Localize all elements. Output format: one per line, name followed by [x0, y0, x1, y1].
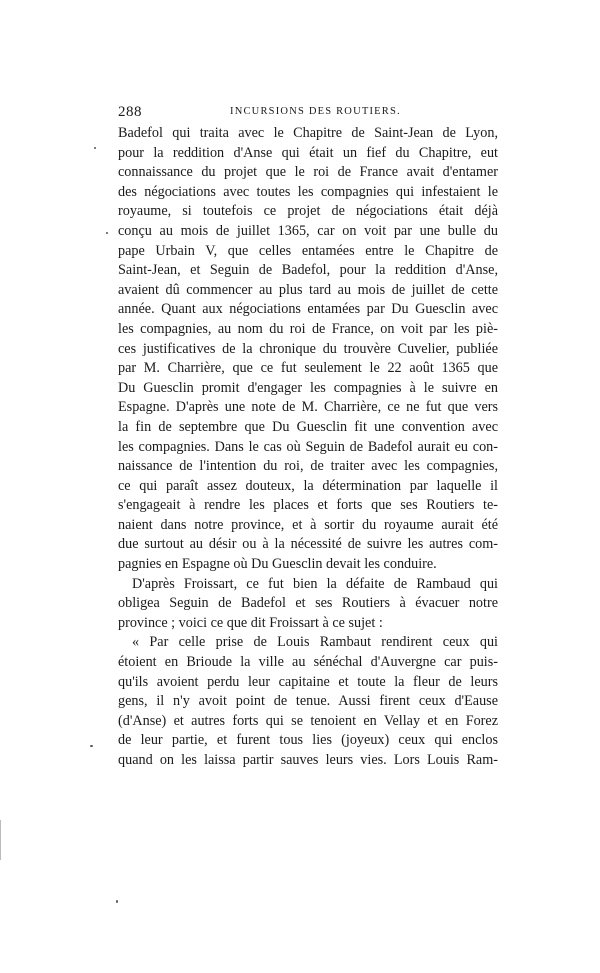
- text-line: s'engageait à rendre les places et forts que ses Routiers te-: [118, 497, 498, 514]
- text-line: ce qui paraît assez douteux, la détermination par laquelle il: [118, 477, 498, 494]
- text-line: quand on les laissa partir sauves leurs vies. Lors Louis Ram-: [118, 752, 498, 768]
- text-line: les compagnies. Dans le cas où Seguin de Badefol aurait eu con-: [118, 438, 498, 455]
- text-line: avaient dû commencer au plus tard au mois de juillet de cette: [118, 281, 498, 298]
- text-line: connaissance du projet que le roi de France avait d'entamer: [118, 164, 498, 181]
- text-line: gens, il n'y avoit point de tenue. Aussi firent ceux d'Eause: [118, 693, 498, 710]
- scan-speck: [94, 147, 96, 149]
- text-line: (d'Anse) et autres forts qui se tenoient en Vellay et en Forez: [118, 712, 498, 729]
- text-line: Du Guesclin promit d'engager les compagnies à le suivre en: [118, 379, 498, 396]
- scan-speck: [116, 900, 118, 903]
- text-line: pape Urbain V, que celles entamées entre le Chapitre de: [118, 242, 498, 259]
- text-line: Saint-Jean, et Seguin de Badefol, pour la reddition d'Anse,: [118, 262, 498, 279]
- text-line: pour la reddition d'Anse qui était un fief du Chapitre, eut: [118, 144, 498, 161]
- text-line: « Par celle prise de Louis Rambaut rendirent ceux qui: [132, 634, 498, 651]
- text-line: due surtout au désir ou à la nécessité de suivre les autres com-: [118, 536, 498, 553]
- text-line: obligea Seguin de Badefol et ses Routiers à évacuer notre: [118, 595, 498, 612]
- text-line: des négociations avec toutes les compagnies qui infestaient le: [118, 183, 498, 200]
- text-line: année. Quant aux négociations entamées par Du Guesclin avec: [118, 301, 498, 318]
- running-title: INCURSIONS DES ROUTIERS.: [230, 106, 401, 117]
- page-number: 288: [118, 104, 142, 120]
- text-line: étoient en Brioude la ville au sénéchal d'Auvergne car puis-: [118, 654, 498, 671]
- scan-edge-mark: [0, 820, 1, 860]
- text-line: ces justificatives de la chronique du trouvère Cuvelier, publiée: [118, 340, 498, 357]
- text-line: D'après Froissart, ce fut bien la défaite de Rambaud qui: [132, 575, 498, 592]
- body-text: [118, 124, 498, 771]
- text-line: naissance de l'intention du roi, de traiter avec les compagnies,: [118, 458, 498, 475]
- text-line: province ; voici ce que dit Froissart à ce sujet :: [118, 614, 383, 631]
- running-head: [118, 104, 498, 122]
- text-line: naient dans notre province, et à sortir du royaume aurait été: [118, 516, 498, 533]
- text-line: pagnies en Espagne où Du Guesclin devait les conduire.: [118, 556, 437, 573]
- scan-speck: [106, 232, 108, 234]
- text-line: qu'ils avoient perdu leur capitaine et toute la fleur de leurs: [118, 673, 498, 690]
- text-line: Badefol qui traita avec le Chapitre de Saint-Jean de Lyon,: [118, 125, 498, 141]
- text-line: la fin de septembre que Du Guesclin fit une convention avec: [118, 418, 498, 435]
- text-line: conçu au mois de juillet 1365, car on voit par une bulle du: [118, 222, 498, 239]
- text-line: Espagne. D'après une note de M. Charrière, ce ne fut que vers: [118, 399, 498, 416]
- scan-speck: [90, 745, 93, 747]
- text-line: de leur partie, et furent tous lies (joyeux) ceux qui enclos: [118, 732, 498, 749]
- text-line: les compagnies, au nom du roi de France, on voit par les piè-: [118, 320, 498, 337]
- text-line: par M. Charrière, que ce fut seulement le 22 août 1365 que: [118, 360, 498, 377]
- text-line: royaume, si toutefois ce projet de négociations était déjà: [118, 203, 498, 220]
